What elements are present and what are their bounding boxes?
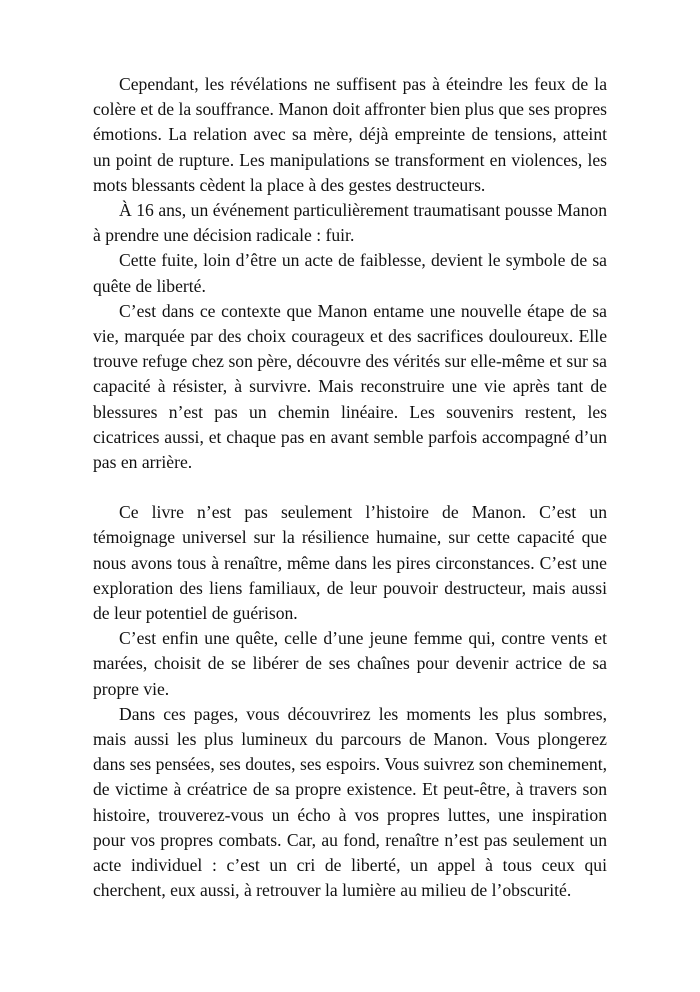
section-story — [93, 72, 607, 475]
section-divider — [93, 475, 607, 500]
paragraph-dans-ces-pages: Dans ces pages, vous découvrirez les moments les plus sombres, mais aussi les plus lumineux du parcours de Manon. Vous plongerez dans ses pensées, ses doutes, ses espoirs. Vous suivrez son cheminement, de victime à créatrice de sa propre existence. Et peut-être, à travers son histoire, trouverez-vous un écho à vos propres luttes, une inspiration pour vos propres combats. Car, au fond, renaître n’est pas seulement un acte individuel : c’est un cri de liberté, un appel à tous ceux qui cherchent, eux aussi, à retrouver la lumière au milieu de l’obscurité. — [93, 703, 607, 901]
paragraph-fuite-decision: À 16 ans, un événement particulièrement traumatisant pousse Manon à prendre une décision radicale : fuir. — [93, 200, 607, 246]
paragraph-nouvelle-etape: C’est dans ce contexte que Manon entame une nouvelle étape de sa vie, marquée par des choix courageux et des sacrifices douloureux. Elle trouve refuge chez son père, découvre des vérités sur elle-même et sur sa capacité à résister, à survivre. Mais reconstruire une vie après tant de blessures n’est pas un chemin linéaire. Les souvenirs restent, les cicatrices aussi, et chaque pas en avant semble parfois accompagné d’un pas en arrière. — [93, 300, 607, 473]
document-page — [93, 72, 607, 904]
paragraph-fuite-symbole: Cette fuite, loin d’être un acte de faiblesse, devient le symbole de sa quête de liberté. — [93, 250, 607, 296]
paragraph-quete: C’est enfin une quête, celle d’une jeune femme qui, contre vents et marées, choisit de se libérer de ses chaînes pour devenir actrice de sa propre vie. — [93, 628, 607, 699]
paragraph-temoignage: Ce livre n’est pas seulement l’histoire de Manon. C’est un témoignage universel sur la résilience humaine, sur cette capacité que nous avons tous à renaître, même dans les pires circonstances. C’est une exploration des liens familiaux, de leur pouvoir destructeur, mais aussi de leur potentiel de guérison. — [93, 502, 607, 624]
section-book-purpose — [93, 500, 607, 903]
paragraph-rupture: Cependant, les révélations ne suffisent pas à éteindre les feux de la colère et de la souffrance. Manon doit affronter bien plus que ses propres émotions. La relation avec sa mère, déjà empreinte de tensions, atteint un point de rupture. Les manipulations se transforment en violences, les mots blessants cèdent la place à des gestes destructeurs. — [93, 74, 607, 195]
